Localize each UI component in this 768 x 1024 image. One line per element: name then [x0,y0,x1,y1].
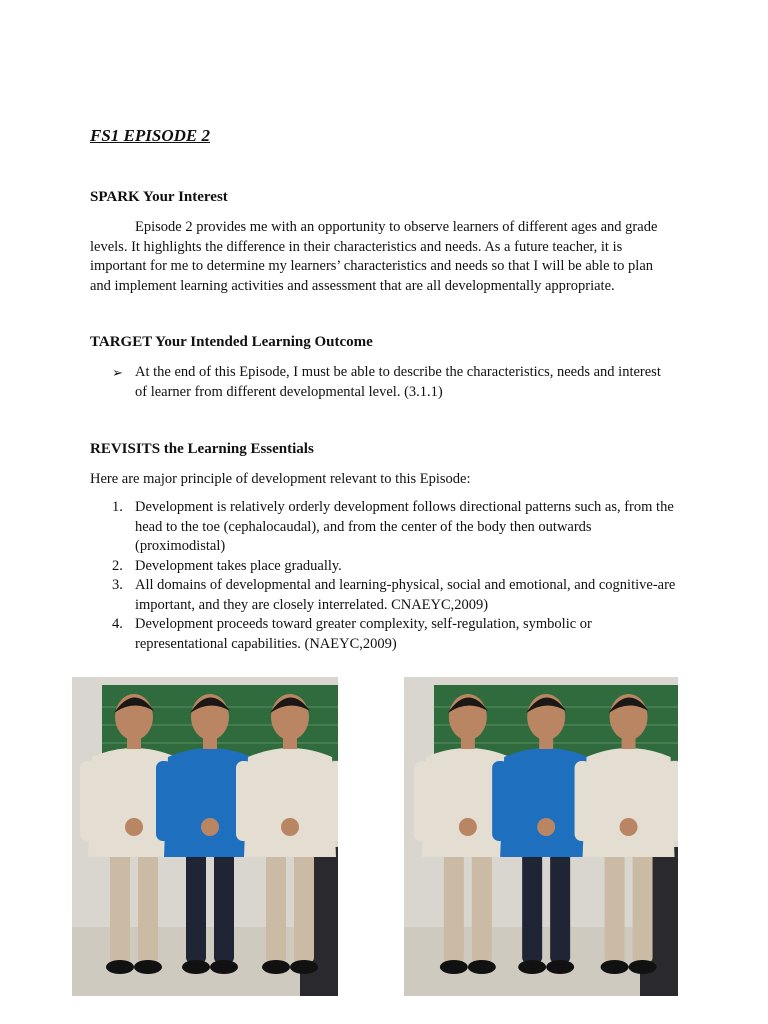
principles-list [90,498,680,654]
arm [414,761,430,841]
shoe [134,960,162,974]
leg [294,852,314,962]
arm [328,761,338,841]
revisits-intro: Here are major principle of development relevant to this Episode: [90,471,471,487]
arm [575,761,591,841]
list-item-number: 4. [112,616,123,632]
shoe [601,960,629,974]
leg [522,852,542,962]
leg [138,852,158,962]
shirt [583,748,675,857]
target-bullet-item [90,363,674,402]
shirt [244,748,336,857]
list-item-text: Development proceeds toward greater complexity, self-regulation, symbolic or representational capabilities. (NAEYC,2009) [135,616,592,652]
shoe [518,960,546,974]
hands [537,818,555,836]
list-item [90,576,680,615]
leg [266,852,286,962]
leg [444,852,464,962]
hands [201,818,219,836]
shoe [290,960,318,974]
hands [125,818,143,836]
leg [214,852,234,962]
list-item [90,557,680,577]
list-item-text: Development is relatively orderly development follows directional patterns such as, from the head to the toe (cephalocaudal), and from the center of the body then outwards (proximodistal) [135,499,674,554]
arm [236,761,252,841]
group-photo-right [404,677,678,996]
list-item-number: 1. [112,499,123,515]
shoe [468,960,496,974]
spark-heading: SPARK Your Interest [90,189,228,205]
list-item-text: Development takes place gradually. [135,557,342,574]
list-item-number: 2. [112,557,123,574]
arm [80,761,96,841]
document-title: FS1 EPISODE 2 [90,126,210,145]
shoe [210,960,238,974]
list-item [90,498,680,557]
shoe [440,960,468,974]
shoe [182,960,210,974]
hands [620,818,638,836]
hands [459,818,477,836]
arm [492,761,508,841]
spark-paragraph: Episode 2 provides me with an opportunity to observe learners of different ages and grade levels. It highlights the difference in their characteristics and needs. As a future teacher, it is important for me to determine my learners’ characteristics and needs so that I will be able to plan and implement learning activities and assessment that are all developmentally appropriate. [90,219,658,294]
group-photo-left [72,677,338,996]
leg [110,852,130,962]
leg [550,852,570,962]
list-item [90,615,680,654]
leg [633,852,653,962]
leg [186,852,206,962]
arrow-bullet-icon: ➢ [112,365,123,380]
list-item-number: 3. [112,577,123,593]
list-item-text: All domains of developmental and learning-physical, social and emotional, and cognitive-are important, and they are closely interrelated. CNAEYC,2009) [135,577,676,613]
arm [156,761,172,841]
leg [472,852,492,962]
shoe [546,960,574,974]
target-heading: TARGET Your Intended Learning Outcome [90,334,373,350]
shoe [262,960,290,974]
hands [281,818,299,836]
target-bullet-text: At the end of this Episode, I must be able to describe the characteristics, needs and interest of learner from different developmental level. (3.1.1) [135,364,661,400]
leg [605,852,625,962]
arm [667,761,678,841]
shoe [629,960,657,974]
shoe [106,960,134,974]
revisits-heading: REVISITS the Learning Essentials [90,441,314,457]
